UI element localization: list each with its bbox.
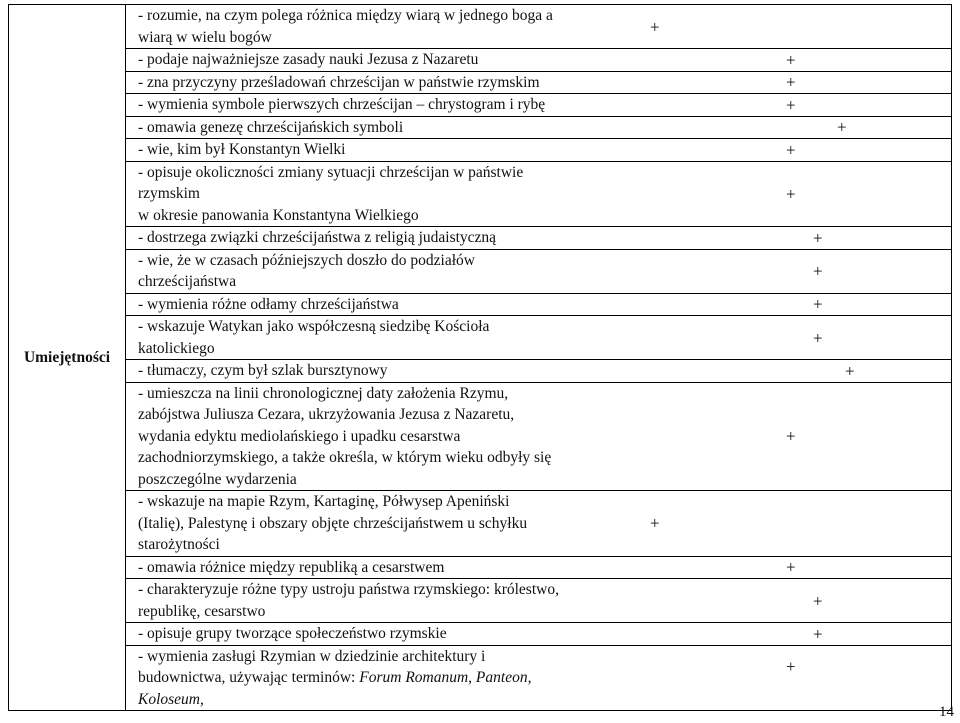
row-text [126, 139, 608, 161]
category-label: Umiejętności [9, 5, 126, 711]
row-line: republikę, cesarstwo [138, 602, 266, 620]
plus-mark: + [786, 426, 796, 446]
row-text [126, 316, 608, 359]
table-row [9, 316, 952, 360]
plus-mark: + [813, 591, 823, 610]
table-row [9, 293, 952, 316]
table-row [9, 94, 952, 117]
row-line: - wskazuje na mapie Rzym, Kartaginę, Półwysep Apeniński [138, 493, 510, 510]
row-text [126, 579, 608, 622]
row-line: - opisuje okoliczności zmiany sytuacji chrześcijan w państwie [138, 163, 524, 181]
table-row [9, 71, 952, 94]
row-line: rzymskim [138, 185, 200, 202]
row-line: w okresie panowania Konstantyna Wielkiego [138, 206, 419, 224]
plus-mark: + [837, 117, 847, 137]
row-line: - charakteryzuje różne typy ustroju państwa rzymskiego: królestwo, [138, 581, 559, 598]
row-text [126, 117, 608, 139]
row-line: - omawia genezę chrześcijańskich symboli [138, 118, 404, 136]
plus-mark: + [650, 17, 660, 36]
row-line: budownictwa, używając terminów: [138, 669, 360, 686]
skills-table [8, 4, 952, 711]
table-row [9, 360, 952, 383]
row-text [126, 383, 608, 491]
row-cell [126, 161, 952, 227]
row-line: chrześcijaństwa [138, 273, 237, 290]
plus-mark: + [786, 50, 796, 70]
table-row [9, 645, 952, 711]
row-text [126, 49, 608, 71]
row-cell [126, 360, 952, 383]
row-line: starożytności [138, 536, 220, 553]
row-cell [126, 5, 952, 49]
row-line: - wie, że w czasach późniejszych doszło do podziałów [138, 251, 475, 269]
row-text [126, 162, 608, 227]
table-row [9, 382, 952, 491]
row-cell [126, 382, 952, 491]
row-text [126, 250, 608, 293]
row-line: katolickiego [138, 339, 215, 357]
row-line: - tłumaczy, czym był szlak bursztynowy [138, 362, 388, 379]
plus-mark: + [786, 95, 796, 115]
table-row [9, 623, 952, 646]
row-text [126, 623, 608, 645]
row-line: - wymienia zasługi Rzymian w dziedzinie architektury i [138, 647, 486, 665]
row-line-italic: Forum Romanum, Panteon, [359, 669, 532, 686]
row-text [126, 491, 608, 556]
row-cell [126, 71, 952, 94]
plus-mark: + [813, 261, 823, 281]
row-cell [126, 49, 952, 72]
plus-mark: + [845, 361, 855, 381]
row-cell [126, 139, 952, 162]
row-line-italic: Koloseum, [138, 690, 204, 708]
plus-mark: + [786, 140, 796, 160]
row-text [126, 646, 608, 711]
row-line: - opisuje grupy tworzące społeczeństwo rzymskie [138, 625, 447, 642]
row-line: wiarą w wielu bogów [138, 28, 272, 46]
row-text [126, 557, 608, 579]
row-line: - wymienia różne odłamy chrześcijaństwa [138, 295, 399, 313]
plus-mark: + [786, 557, 796, 577]
table-row [9, 139, 952, 162]
row-cell [126, 227, 952, 250]
row-line: - wymienia symbole pierwszych chrześcijan – chrystogram i rybę [138, 96, 546, 113]
table-row [9, 227, 952, 250]
row-cell [126, 491, 952, 557]
row-line: poszczególne wydarzenia [138, 470, 297, 488]
row-line: (Italię), Palestynę i obszary objęte chrześcijaństwem u schyłku [138, 514, 528, 532]
plus-mark: + [650, 513, 660, 533]
plus-mark: + [813, 328, 823, 347]
table-row [9, 556, 952, 579]
row-text [126, 72, 608, 94]
row-cell [126, 293, 952, 316]
row-cell [126, 579, 952, 623]
row-cell [126, 623, 952, 646]
table-row [9, 5, 952, 49]
row-text [126, 227, 608, 249]
page-number: 14 [939, 704, 954, 720]
row-text [126, 5, 608, 48]
row-cell [126, 116, 952, 139]
row-line: - omawia różnice między republiką a cesarstwem [138, 558, 445, 576]
row-cell [126, 316, 952, 360]
row-line: wydania edyktu mediolańskiego i upadku cesarstwa [138, 427, 461, 445]
row-line: zabójstwa Juliusza Cezara, ukrzyżowania Jezusa z Nazaretu, [138, 406, 515, 423]
plus-mark: + [786, 656, 796, 676]
table-row [9, 491, 952, 557]
row-line: - wskazuje Watykan jako współczesną siedzibę Kościoła [138, 318, 490, 335]
row-text [126, 294, 608, 316]
plus-mark: + [813, 228, 823, 248]
row-line: zachodniorzymskiego, a także określa, w którym wieku odbyły się [138, 449, 552, 466]
table-row [9, 579, 952, 623]
row-line: - dostrzega związki chrześcijaństwa z religią judaistyczną [138, 229, 497, 246]
row-cell [126, 645, 952, 711]
row-line: - rozumie, na czym polega różnica między wiarą w jednego boga a [138, 7, 553, 24]
table-row [9, 49, 952, 72]
row-line: - umieszcza na linii chronologicznej daty założenia Rzymu, [138, 384, 509, 402]
plus-mark: + [786, 72, 796, 92]
plus-mark: + [813, 624, 823, 644]
row-line: - zna przyczyny prześladowań chrześcijan w państwie rzymskim [138, 73, 540, 91]
table-row [9, 116, 952, 139]
plus-mark: + [813, 294, 823, 314]
table-row [9, 249, 952, 293]
plus-mark: + [786, 184, 796, 204]
row-text [126, 94, 608, 116]
row-cell [126, 249, 952, 293]
row-line: - wie, kim był Konstantyn Wielki [138, 141, 346, 158]
row-cell [126, 94, 952, 117]
row-cell [126, 556, 952, 579]
row-text [126, 360, 608, 382]
row-line: - podaje najważniejsze zasady nauki Jezusa z Nazaretu [138, 51, 479, 68]
table-row [9, 161, 952, 227]
